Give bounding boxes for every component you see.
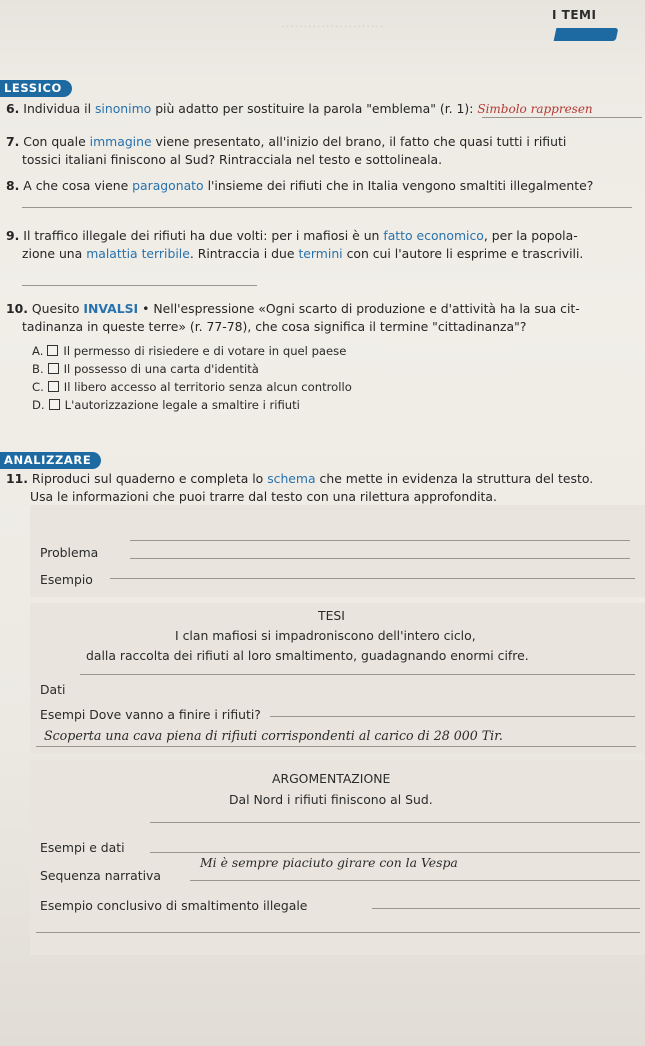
schema-esempi-dati-label: Esempi e dati [40,840,125,855]
question-9: 9. Il traffico illegale dei rifiuti ha due volti: per i mafiosi è un fatto economico, per la popola- [6,228,578,243]
option-b[interactable]: B. Il possesso di una carta d'identità [32,362,259,376]
question-6: 6. Individua il sinonimo più adatto per sostituire la parola "emblema" (r. 1): Simbolo rappresen [6,101,593,116]
schema-esempio-label: Esempio [40,572,93,587]
schema-sequenza-label: Sequenza narrativa [40,868,161,883]
schema-line-2 [130,558,630,559]
schema-esempi-handwritten: Scoperta una cava piena di rifiuti corrispondenti al carico di 28 000 Tir. [44,728,503,743]
schema-line-11 [36,932,640,933]
answer-line-6 [482,117,642,118]
header-accent-bar [554,28,619,41]
question-9-line2: zione una malattia terribile. Rintraccia i due termini con cui l'autore li esprime e trascrivili. [22,246,584,261]
schema-line-9 [190,880,640,881]
schema-line-10 [372,908,640,909]
schema-line-3 [110,578,635,579]
schema-line-5 [270,716,635,717]
schema-tesi-title: TESI [318,608,345,623]
question-11: 11. Riproduci sul quaderno e completa lo schema che mette in evidenza la struttura del testo. [6,471,594,486]
schema-argomentazione-line1: Dal Nord i rifiuti finiscono al Sud. [229,792,433,807]
answer-line-9 [22,285,257,286]
schema-argomentazione-title: ARGOMENTAZIONE [272,771,391,786]
option-c[interactable]: C. Il libero accesso al territorio senza alcun controllo [32,380,352,394]
option-d[interactable]: D. L'autorizzazione legale a smaltire i rifiuti [32,398,300,412]
question-11-line2: Usa le informazioni che puoi trarre dal testo con una rilettura approfondita. [30,489,497,504]
question-7: 7. Con quale immagine viene presentato, all'inizio del brano, il fatto che quasi tutti i rifiuti [6,134,567,149]
schema-line-1 [130,540,630,541]
schema-problema-label: Problema [40,545,99,560]
schema-conclusivo-label: Esempio conclusivo di smaltimento illegale [40,898,308,913]
answer-line-8 [22,207,632,208]
schema-dati-label: Dati [40,682,66,697]
schema-problem-block [30,505,645,597]
schema-esempi-question: Esempi Dove vanno a finire i rifiuti? [40,707,261,722]
schema-line-6 [36,746,636,747]
checkbox-d[interactable] [49,399,60,410]
section-header-title: I TEMI [552,8,597,22]
schema-line-8 [150,852,640,853]
schema-line-7 [150,822,640,823]
checkbox-b[interactable] [48,363,59,374]
schema-sequenza-handwritten: Mi è sempre piaciuto girare con la Vespa [200,855,458,870]
option-a[interactable]: A. Il permesso di risiedere e di votare in quel paese [32,344,347,358]
analizzare-tag: ANALIZZARE [0,452,101,469]
question-7-line2: tossici italiani finiscono al Sud? Rintracciala nel testo e sottolineala. [22,152,443,167]
checkbox-a[interactable] [47,345,58,356]
schema-tesi-line2: dalla raccolta dei rifiuti al loro smaltimento, guadagnando enormi cifre. [86,648,529,663]
checkbox-c[interactable] [48,381,59,392]
lessico-tag: LESSICO [0,80,72,97]
bleed-through-text: ······················· [280,20,384,33]
question-10: 10. Quesito INVALSI • Nell'espressione «Ogni scarto di produzione e d'attività ha la sua cit- [6,301,580,316]
schema-tesi-line1: I clan mafiosi si impadroniscono dell'intero ciclo, [175,628,476,643]
handwritten-answer-6: Simbolo rappresen [477,102,593,116]
question-8: 8. A che cosa viene paragonato l'insieme dei rifiuti che in Italia vengono smaltiti illegalmente? [6,178,594,193]
question-10-line2: tadinanza in queste terre» (r. 77-78), che cosa significa il termine "cittadinanza"? [22,319,527,334]
schema-line-4 [80,674,635,675]
